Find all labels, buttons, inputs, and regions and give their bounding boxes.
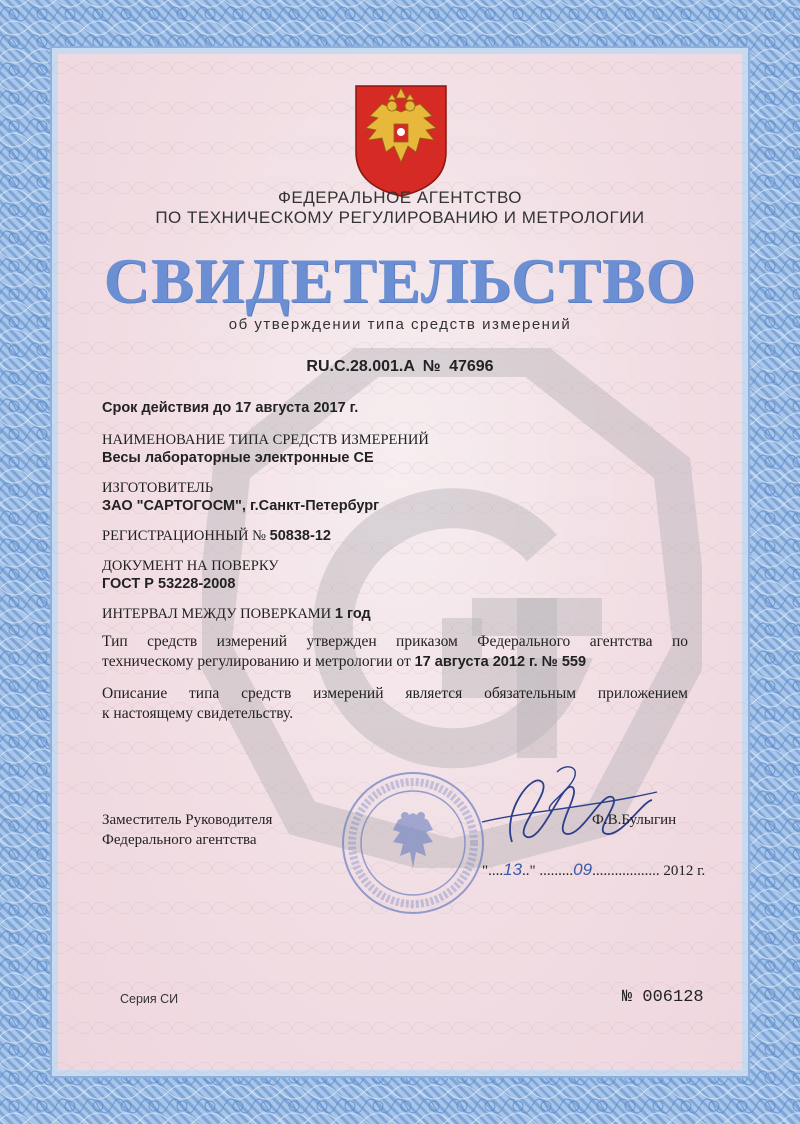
serial-number: № 006128 [622, 988, 704, 1007]
description-line1: Описание типа средств измерений является обязательным приложением [102, 685, 688, 702]
description-paragraph [102, 684, 688, 724]
description-line2: к настоящему свидетельству. [102, 705, 294, 722]
certificate-body [52, 48, 748, 1076]
registration-number-value: 47696 [449, 358, 494, 375]
approval-paragraph [102, 632, 688, 672]
manufacturer-label: ИЗГОТОВИТЕЛЬ [102, 480, 214, 496]
approval-order: 17 августа 2012 г. № 559 [414, 654, 587, 670]
signer-position-line1: Заместитель Руководителя [102, 812, 273, 828]
type-label: НАИМЕНОВАНИЕ ТИПА СРЕДСТВ ИЗМЕРЕНИЙ [102, 432, 429, 448]
registration-number [52, 358, 748, 376]
reg-line [102, 528, 331, 545]
russian-coat-of-arms-icon [352, 82, 450, 198]
agency-name-line1: ФЕДЕРАЛЬНОЕ АГЕНТСТВО [277, 188, 523, 207]
reg-value: 50838-12 [269, 528, 331, 544]
signer-name: Ф.В.Булыгин [592, 812, 677, 828]
date-close-quote: " [529, 863, 536, 879]
type-value: Весы лабораторные электронные СЕ [102, 450, 374, 466]
doc-value: ГОСТ Р 53228-2008 [102, 576, 236, 592]
doc-label: ДОКУМЕНТ НА ПОВЕРКУ [102, 558, 279, 574]
validity-label: Срок действия до [102, 400, 232, 416]
validity-line [102, 400, 358, 416]
approval-line1: Тип средств измерений утвержден приказом Федерального агентства по [102, 633, 688, 650]
agency-name-line2: ПО ТЕХНИЧЕСКОМУ РЕГУЛИРОВАНИЮ И МЕТРОЛОГИИ [155, 208, 645, 227]
series-label: Серия СИ [120, 992, 179, 1006]
manufacturer-value: ЗАО "САРТОГОСМ", г.Санкт-Петербург [102, 498, 380, 514]
interval-line [102, 606, 371, 623]
approval-line2 [102, 652, 688, 672]
issue-date: "....13.." .........09.................. 2012 г. [482, 860, 706, 879]
number-sign: № [422, 358, 441, 375]
signer-position-line2: Федерального агентства [102, 832, 257, 848]
interval-value: 1 год [334, 606, 371, 622]
date-open-quote: " [482, 863, 489, 879]
validity-date: 17 августа 2017 г. [235, 400, 359, 416]
date-day: 13 [503, 860, 523, 879]
interval-label: ИНТЕРВАЛ МЕЖДУ ПОВЕРКАМИ [102, 606, 332, 622]
certificate-title: СВИДЕТЕЛЬСТВО [103, 245, 697, 316]
reg-label: РЕГИСТРАЦИОННЫЙ № [102, 528, 266, 544]
registration-code: RU.C.28.001.A [306, 358, 415, 375]
date-year: 2012 г. [663, 863, 706, 879]
approval-line2-prefix: техническому регулированию и метрологии от [102, 653, 411, 670]
official-stamp-icon [338, 768, 488, 918]
handwritten-signature-icon [472, 752, 662, 862]
date-month: 09 [573, 860, 593, 879]
certificate-subtitle: об утверждении типа средств измерений [228, 316, 572, 333]
